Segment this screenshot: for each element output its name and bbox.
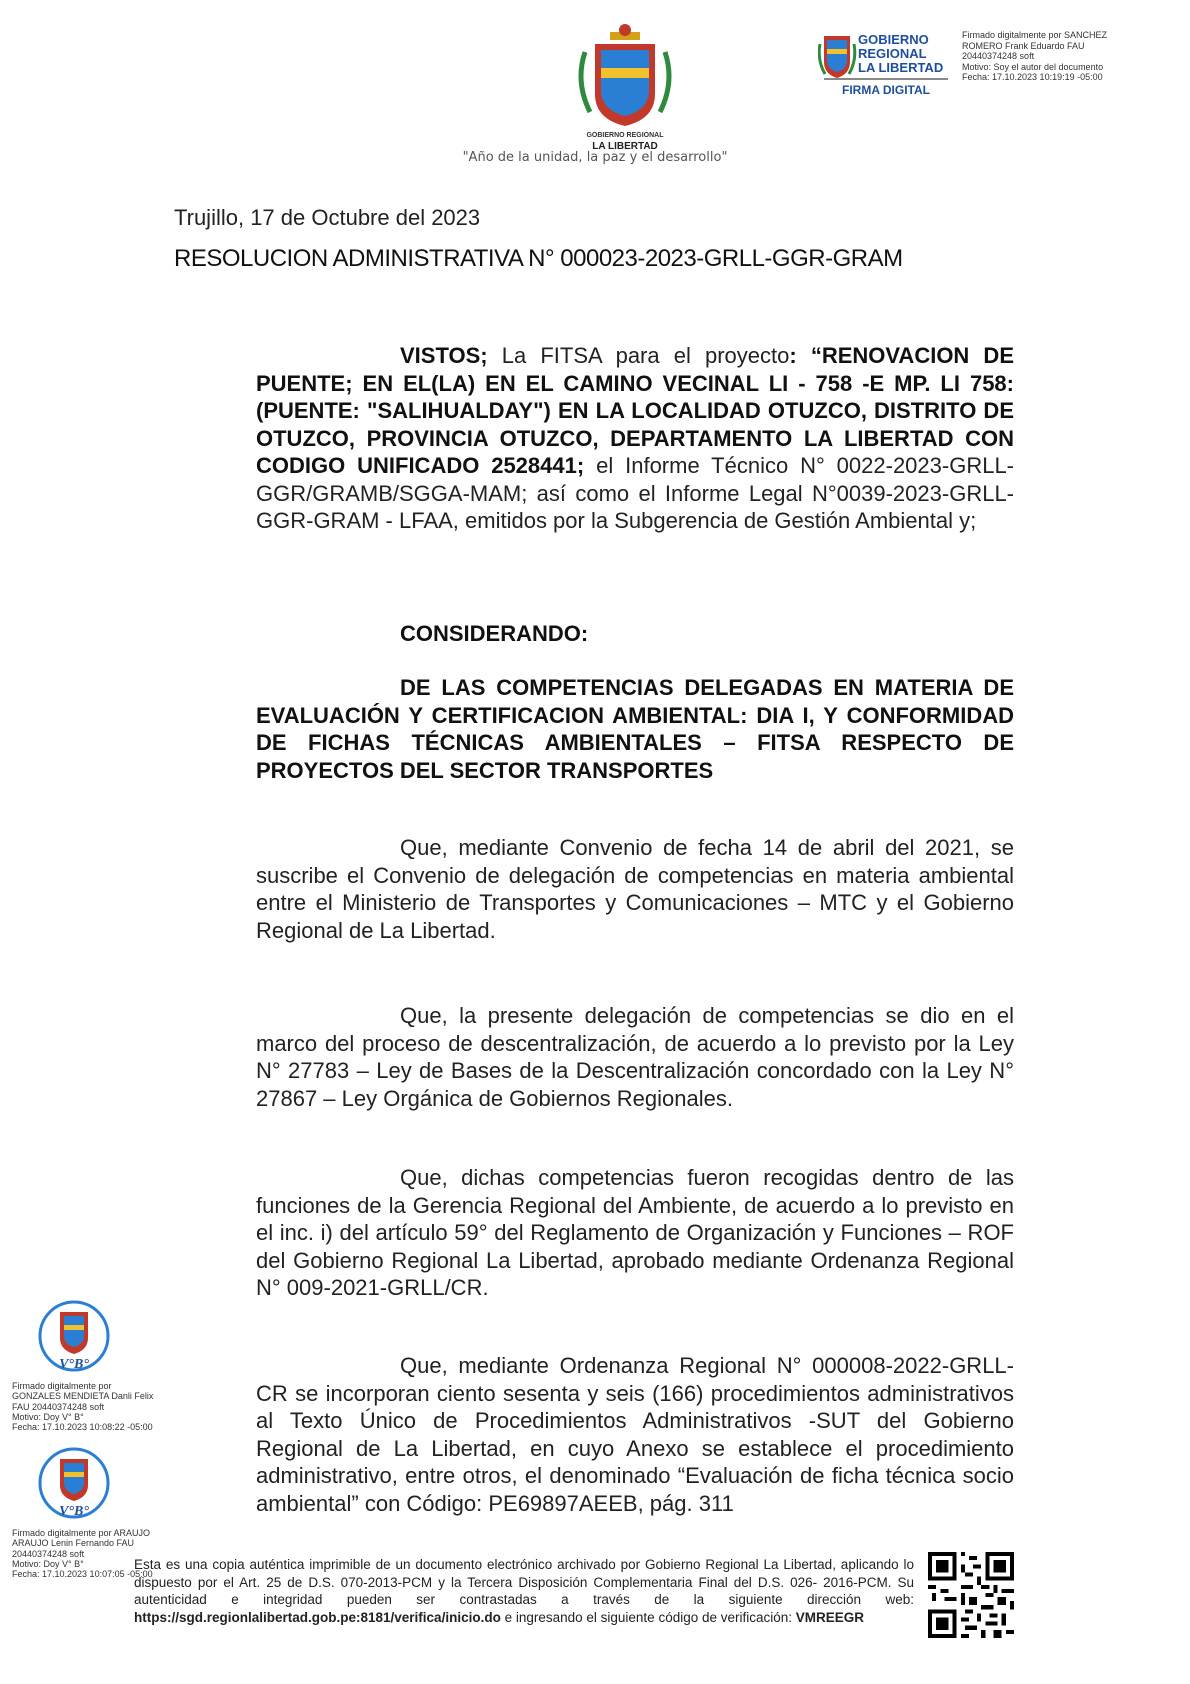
paragraph-3: Que, dichas competencias fueron recogidas dentro de las funciones de la Gerencia Regional del Ambiente, de acuerdo a lo previsto en el inc. i) del artículo 59° del Reglamento de Organización y Funciones – ROF del Gobierno Regional La Libertad, aprobado mediante Ordenanza Regional N° 009-2021-GRLL/CR. bbox=[256, 1165, 1014, 1300]
verification-code: VMREEGR bbox=[795, 1609, 865, 1625]
firma-logo-line1: GOBIERNO bbox=[858, 32, 929, 47]
authenticity-footer: Esta es una copia auténtica imprimible de un documento electrónico archivado por Gobierno Regional La Libertad, aplicando lo dispuesto por el Art. 25 de D.S. 070-2013-PCM y la Tercera Disposición Complementaria Final del D.S. 026- 2016-PCM. Su autenticidad e integridad pueden ser contrastadas a través de la siguiente dirección web: https://sgd.regionlalibertad.gob.pe:8181/verifica/inicio.do e ingresando el siguiente código de verificación: VMREEGR bbox=[134, 1557, 914, 1625]
firma-line: Motivo: Soy el autor del documento bbox=[962, 61, 1104, 72]
year-motto: "Año de la unidad, la paz y el desarrollo" bbox=[462, 150, 728, 165]
regional-crest-logo bbox=[570, 22, 680, 152]
vistos-text-1: La FITSA para el proyecto bbox=[487, 343, 790, 368]
qr-code-icon bbox=[928, 1552, 1014, 1638]
vistos-label: VISTOS; bbox=[400, 343, 488, 368]
resolution-title: RESOLUCION ADMINISTRATIVA N° 000023-2023-GRLL-GGR-GRAM bbox=[174, 245, 903, 272]
considerando-heading: CONSIDERANDO: bbox=[400, 621, 589, 646]
firma-logo-line2: REGIONAL bbox=[858, 46, 927, 61]
firma-line: Fecha: 17.10.2023 10:19:19 -05:00 bbox=[962, 72, 1103, 82]
crest-text-2: LA LIBERTAD bbox=[592, 141, 658, 152]
firma-logo-caption: FIRMA DIGITAL bbox=[842, 83, 930, 97]
vistos-project-name: : “RENOVACION DE PUENTE; EN EL(LA) EN EL CAMINO VECINAL LI - 758 -E MP. LI 758: (PUENTE: "SALIHUALDAY") EN LA LOCALIDAD OTUZCO, DISTRITO DE OTUZCO, PROVINCIA OTUZCO, DEPARTAMENTO LA LIBERTAD CON CODIGO UNIFICADO 2528441; bbox=[256, 343, 1014, 478]
vb-stamp-icon bbox=[36, 1298, 136, 1388]
paragraph-4: Que, mediante Ordenanza Regional N° 000008-2022-GRLL-CR se incorporan ciento sesenta y seis (166) procedimientos administrativos al Texto Único de Procedimientos Administrativos -SUT del Gobierno Regional de La Libertad, en cuyo Anexo se establece el procedimiento administrativo, entre otros, el denominado “Evaluación de ficha técnica socio ambiental” con Código: PE69897AEEB, pág. 311 bbox=[256, 1353, 1014, 1516]
firma-line: Firmado digitalmente por SANCHEZ bbox=[962, 30, 1108, 40]
firma-logo-line3: LA LIBERTAD bbox=[858, 60, 944, 75]
verification-url[interactable]: https://sgd.regionlalibertad.gob.pe:8181/verifica/inicio.do bbox=[134, 1609, 501, 1625]
vistos-text-2: el Informe Técnico N° 0022-2023-GRLL-GGR/GRAMB/SGGA-MAM; así como el Informe Legal N°0039-2023-GRLL-GGR-GRAM - LFAA, emitidos por la Subgerencia de Gestión Ambiental y; bbox=[256, 453, 1015, 533]
vb-label: V°B° bbox=[59, 1357, 89, 1372]
crest-text-1: GOBIERNO REGIONAL bbox=[586, 132, 664, 139]
firma-line: ROMERO Frank Eduardo FAU bbox=[962, 40, 1085, 51]
firma-digital-logo bbox=[818, 28, 958, 98]
firma-digital-details bbox=[962, 30, 1187, 83]
vb-stamp-icon bbox=[36, 1445, 136, 1535]
firma-line: 20440374248 soft bbox=[962, 51, 1035, 61]
vb-label: V°B° bbox=[59, 1504, 89, 1519]
paragraph-1: Que, mediante Convenio de fecha 14 de abril del 2021, se suscribe el Convenio de delegación de competencias en materia ambiental entre el Ministerio de Transportes y Comunicaciones – MTC y el Gobierno Regional de La Libertad. bbox=[256, 835, 1014, 943]
paragraph-2: Que, la presente delegación de competencias se dio en el marco del proceso de descentralización, de acuerdo a lo previsto por la Ley N° 27783 – Ley de Bases de la Descentralización concordado con la Ley N° 27867 – Ley Orgánica de Gobiernos Regionales. bbox=[256, 1003, 1014, 1111]
vb-stamp-details: Firmado digitalmente por ARAUJO ARAUJO Lenin Fernando FAU 20440374248 soft Motivo: Doy V° B° Fecha: 17.10.2023 10:07:05 -05:00 bbox=[12, 1528, 153, 1580]
vistos-paragraph bbox=[256, 342, 1014, 535]
section-heading: DE LAS COMPETENCIAS DELEGADAS EN MATERIA DE EVALUACIÓN Y CERTIFICACION AMBIENTAL: DIA I, Y CONFORMIDAD DE FICHAS TÉCNICAS AMBIENTALES – FITSA RESPECTO DE PROYECTOS DEL SECTOR TRANSPORTES bbox=[256, 675, 1014, 783]
city-date: Trujillo, 17 de Octubre del 2023 bbox=[174, 205, 481, 230]
vb-stamp-details: Firmado digitalmente por GONZALES MENDIETA Danli Felix FAU 20440374248 soft Motivo: Doy V° B° Fecha: 17.10.2023 10:08:22 -05:00 bbox=[12, 1381, 154, 1433]
